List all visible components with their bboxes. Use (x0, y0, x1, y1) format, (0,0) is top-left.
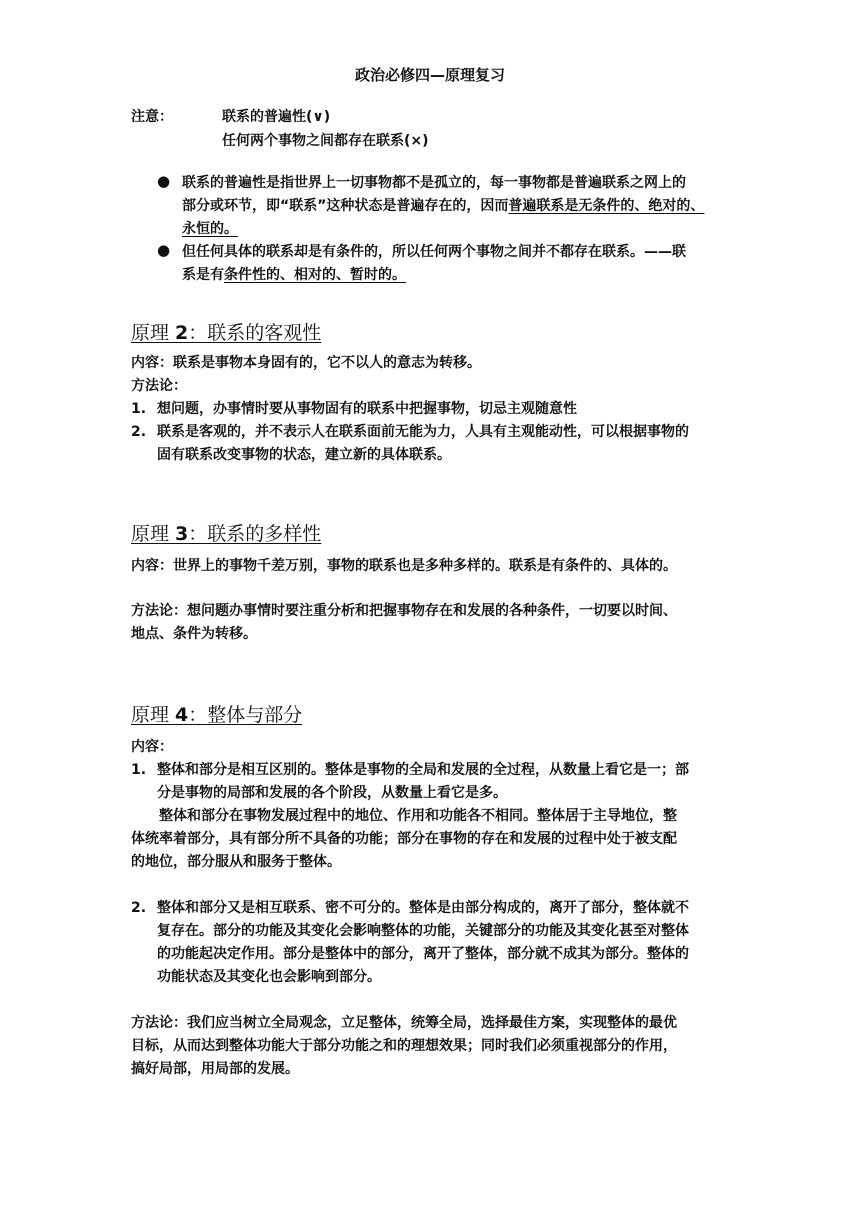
section-4-item-1-line-2: 分是事物的局部和发展的各个阶段，从数量上看它是多。 (157, 785, 507, 801)
section-4-item-2-line-1: 整体和部分又是相互联系、密不可分的。整体是由部分构成的，离开了部分，整体就不 (157, 900, 689, 916)
section-2-item-2-line-1: 联系是客观的，并不表示人在联系面前无能为力，人具有主观能动性，可以根据事物的 (157, 424, 689, 440)
bullet-1-line-2-text: 部分或环节，即“联系”这种状态是普遍存在的，因而 (182, 198, 509, 214)
section-4-item-1-line-1: 整体和部分是相互区别的。整体是事物的全局和发展的全过程，从数量上看它是一；部 (157, 762, 689, 778)
note-line-2: 任何两个事物之间都存在联系(×) (222, 133, 429, 149)
bullet-dot-2: ● (157, 241, 171, 259)
section-2-heading-num: 2 (175, 322, 189, 344)
bullet-2-line-1: 但任何具体的联系却是有条件的，所以任何两个事物之间并不都存在联系。——联 (182, 244, 686, 260)
section-4-item-2-line-2: 复存在。部分的功能及其变化会影响整体的功能，关键部分的功能及其变化甚至对整体 (157, 923, 689, 939)
section-4-item-1-num: 1. (131, 762, 147, 778)
section-2-item-2-num: 2. (131, 424, 147, 440)
section-4-content-label: 内容： (131, 739, 173, 755)
bullet-2-underlined: 条件性的、相对的、暂时的。 (224, 267, 406, 283)
section-2-heading (131, 318, 321, 345)
section-4-method-line-1: 方法论：我们应当树立全局观念，立足整体，统筹全局，选择最佳方案，实现整体的最优 (131, 1015, 677, 1031)
section-4-heading-rest: ：整体与部分 (188, 704, 303, 726)
section-4-item-2-num: 2. (131, 900, 147, 916)
section-3-heading (131, 519, 321, 546)
note-label: 注意： (131, 109, 173, 125)
section-2-method-label: 方法论： (131, 378, 187, 394)
section-3-heading-num: 3 (175, 523, 189, 545)
section-4-item-2-line-3: 的功能起决定作用。部分是整体中的部分，离开了整体，部分就不成其为部分。整体的 (157, 946, 689, 962)
section-4-method-line-2: 目标，从而达到整体功能大于部分功能之和的理想效果；同时我们必须重视部分的作用， (131, 1038, 677, 1054)
section-4-method-line-3: 搞好局部，用局部的发展。 (131, 1061, 299, 1077)
section-4-para-line-2: 体统率着部分，具有部分所不具备的功能；部分在事物的存在和发展的过程中处于被支配 (131, 831, 677, 847)
section-2-item-1-num: 1. (131, 401, 147, 417)
page-title: 政治必修四—原理复习 (354, 66, 505, 84)
bullet-2-line-2-text: 系是有 (182, 267, 224, 283)
section-4-heading (131, 700, 302, 727)
bullet-2-line-2 (182, 264, 406, 287)
section-4-para-line-1: 整体和部分在事物发展过程中的地位、作用和功能各不相同。整体居于主导地位，整 (159, 808, 677, 824)
section-2-content: 内容：联系是事物本身固有的，它不以人的意志为转移。 (131, 355, 481, 371)
note-line-1: 联系的普遍性(∨) (222, 109, 331, 125)
section-3-heading-rest: ：联系的多样性 (188, 523, 322, 545)
bullet-dot-1: ● (157, 172, 171, 190)
bullet-1-line-2 (182, 195, 704, 218)
bullet-1-underlined: 普遍联系是无条件的、绝对的、 (508, 198, 705, 214)
section-2-item-2-line-2: 固有联系改变事物的状态，建立新的具体联系。 (157, 447, 451, 463)
section-3-method-line-2: 地点、条件为转移。 (131, 626, 257, 642)
section-4-heading-num: 4 (175, 704, 189, 726)
section-3-method-line-1: 方法论：想问题办事情时要注重分析和把握事物存在和发展的各种条件，一切要以时间、 (131, 603, 677, 619)
section-4-heading-prefix: 原理 (131, 704, 176, 726)
bullet-1-line-3: 永恒的。 (182, 221, 238, 237)
section-4-item-2-line-4: 功能状态及其变化也会影响到部分。 (157, 969, 381, 985)
section-2-heading-rest: ：联系的客观性 (188, 322, 322, 344)
section-2-item-1-text: 想问题，办事情时要从事物固有的联系中把握事物，切忌主观随意性 (157, 401, 577, 417)
section-2-heading-prefix: 原理 (131, 322, 176, 344)
bullet-1-line-1: 联系的普遍性是指世界上一切事物都不是孤立的，每一事物都是普遍联系之网上的 (182, 175, 686, 191)
section-4-para-line-3: 的地位，部分服从和服务于整体。 (131, 854, 341, 870)
section-3-content: 内容：世界上的事物千差万别，事物的联系也是多种多样的。联系是有条件的、具体的。 (131, 558, 677, 574)
section-3-heading-prefix: 原理 (131, 523, 176, 545)
